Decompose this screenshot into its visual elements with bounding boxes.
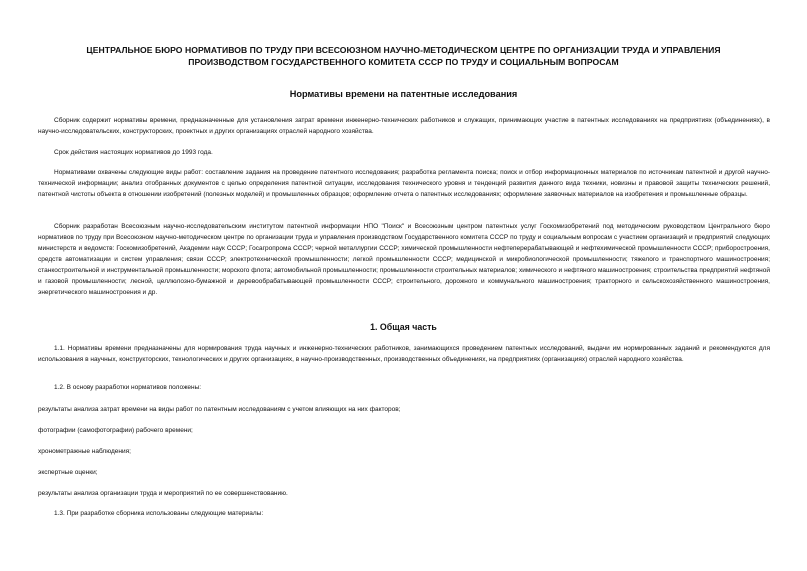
- intro-paragraph-validity: Срок действия настоящих нормативов до 1993 года.: [54, 149, 213, 156]
- paragraph-1-1: 1.1. Нормативы времени предназначены для нормирования труда научных и инженерно-технических работников, занимающихся проведением патентных исследований, выдачи им нормированных заданий и рекомендуются для использования в научных, конструкторских, технологических и других организациях, в научно-производственных, производственных объединениях, на предприятиях (организациях) отраслей народного хозяйства.: [38, 345, 770, 363]
- organization-header: [40, 44, 767, 68]
- paragraph-1-3: 1.3. При разработке сборника использованы следующие материалы:: [54, 510, 264, 517]
- organization-header-line-2: ПРОИЗВОДСТВОМ ГОСУДАРСТВЕННОГО КОМИТЕТА СССР ПО ТРУДУ И СОЦИАЛЬНЫМ ВОПРОСАМ: [188, 57, 619, 67]
- section-title-general: 1. Общая часть: [370, 322, 437, 332]
- intro-paragraph-developers: Сборник разработан Всесоюзным научно-исследовательским институтом патентной информации НПО "Поиск" и Всесоюзным центром патентных услуг Госкомизобретений под методическим руководством Центрального бюро нормативов по труду при Всесоюзном научно-методическом центре по организации труда и управления производством Государственного комитета СССР по труду и социальным вопросам с участием организаций и предприятий следующих министерств и ведомств: Госкомизобретений, Академии наук СССР; Госагропрома СССР; черной металлургии СССР; химической промышленности нефтеперерабатывающей и нефтехимической промышленности СССР; приборостроения, средств автоматизации и систем управления; связи СССР; электротехнической промышленности; легкой промышленности СССР; медицинской и микробиологической промышленности; тяжелого и транспортного машиностроения; станкостроительной и инструментальной промышленности; морского флота; автомобильной промышленности; промышленности строительных материалов; химического и нефтяного машиностроения; строительства предприятий нефтяной и газовой промышленности; лесной, целлюлозно-бумажной и деревообрабатывающей промышленности СССР; строительного, дорожного и коммунального машиностроения; тракторного и сельскохозяйственного машиностроения, энергетического машиностроения и др.: [38, 223, 770, 296]
- list-item: фотографии (самофотографии) рабочего времени;: [38, 427, 193, 434]
- intro-paragraph-scope: Сборник содержит нормативы времени, предназначенные для установления затрат времени инженерно-технических работников и служащих, принимающих участие в патентных исследованиях на предприятиях (объединениях), в научно-исследовательских, конструкторских, проектных и других организациях отраслей народного хозяйства.: [38, 117, 770, 135]
- document-title: Нормативы времени на патентные исследования: [289, 89, 518, 99]
- list-item: результаты анализа организации труда и мероприятий по ее совершенствованию.: [38, 490, 288, 497]
- list-item: хронометражные наблюдения;: [38, 448, 131, 455]
- paragraph-1-2: 1.2. В основу разработки нормативов положены:: [54, 384, 202, 391]
- intro-paragraph-work-types: Нормативами охвачены следующие виды работ: составление задания на проведение патентного исследования; разработка регламента поиска; поиск и отбор информационных материалов по источникам патентной и другой научно-технической информации; анализ отобранных документов с целью определения патентной ситуации, исследования технического уровня и тенденций развития данного вида техники, новизны и правовой защиты технических решений, патентной чистоты объекта в отношении изобретений (полезных моделей) и промышленных образцов; оформление отчета о патентных исследованиях; оформление заявочных материалов на изобретения и промышленные образцы.: [38, 169, 770, 198]
- list-item: результаты анализа затрат времени на виды работ по патентным исследованиям с учетом влияющих на них факторов;: [38, 406, 401, 413]
- organization-header-line-1: ЦЕНТРАЛЬНОЕ БЮРО НОРМАТИВОВ ПО ТРУДУ ПРИ ВСЕСОЮЗНОМ НАУЧНО-МЕТОДИЧЕСКОМ ЦЕНТРЕ ПО ОРГАНИЗАЦИИ ТРУДА И УПРАВЛЕНИЯ: [86, 45, 721, 55]
- list-item: экспертные оценки;: [38, 469, 98, 476]
